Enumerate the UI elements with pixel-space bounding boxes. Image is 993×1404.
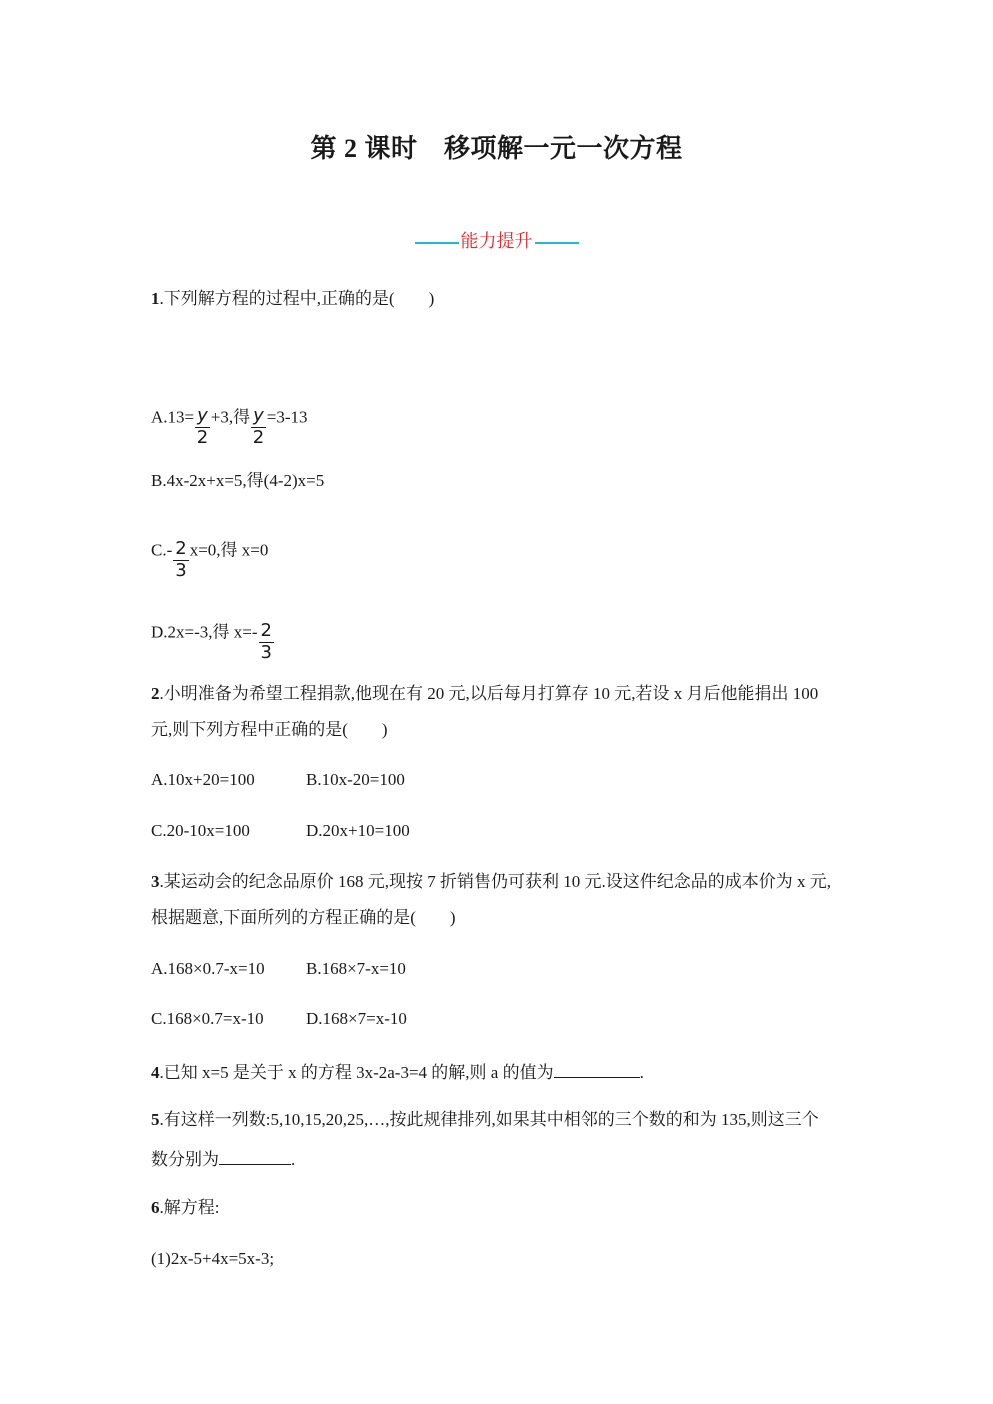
question-5 — [151, 1111, 819, 1128]
question-3 — [151, 873, 831, 890]
question-text: .有这样一列数:5,10,15,20,25,…,按此规律排列,如果其中相邻的三个数的和为 135,则这三个 — [159, 1110, 819, 1129]
option-text: =3-13 — [266, 407, 308, 427]
question-2 — [151, 685, 818, 702]
question-text: 数分别为 — [151, 1150, 219, 1169]
q3-option-c: C.168×0.7=x-10 — [151, 1009, 264, 1028]
fraction — [195, 407, 210, 448]
question-number: 6 — [151, 1198, 160, 1217]
question-6-part-1: (1)2x-5+4x=5x-3; — [151, 1249, 275, 1268]
option-text: +3,得 — [210, 407, 251, 427]
denominator: 2 — [196, 426, 209, 448]
denominator: 2 — [252, 426, 265, 448]
q2-option-d: D.20x+10=100 — [306, 821, 410, 840]
question-text: .下列解方程的过程中,正确的是( ) — [159, 289, 435, 308]
question-text: .解方程: — [159, 1198, 220, 1217]
q3-option-a: A.168×0.7-x=10 — [151, 959, 265, 978]
section-rule-left — [415, 242, 459, 244]
fraction — [173, 540, 188, 581]
page-title: 第 2 课时 移项解一元一次方程 — [310, 134, 683, 163]
numerator: 2 — [175, 538, 187, 559]
option-text: D.2x=-3,得 x=- — [151, 622, 258, 642]
q1-option-b: B.4x-2x+x=5,得(4-2)x=5 — [151, 471, 325, 490]
q1-option-a — [151, 398, 308, 448]
question-text: .某运动会的纪念品原价 168 元,现按 7 折销售仍可获利 10 元.设这件纪念品的成本价为 x 元, — [159, 872, 831, 891]
question-number: 4 — [151, 1063, 160, 1082]
question-5-line-2 — [151, 1148, 295, 1168]
question-4 — [151, 1061, 644, 1081]
question-end: . — [639, 1063, 644, 1082]
denominator: 3 — [175, 559, 187, 581]
question-2-line-2: 元,则下列方程中正确的是( ) — [151, 720, 388, 739]
q3-option-b: B.168×7-x=10 — [306, 959, 406, 978]
question-6 — [151, 1199, 219, 1216]
answer-blank[interactable] — [554, 1061, 640, 1078]
question-number: 3 — [151, 872, 160, 891]
fraction — [251, 407, 266, 448]
question-3-line-2: 根据题意,下面所列的方程正确的是( ) — [151, 908, 456, 927]
option-text: x=0,得 x=0 — [189, 540, 269, 560]
numerator: y — [197, 405, 208, 426]
section-title: 能力提升 — [460, 231, 533, 251]
question-number: 1 — [151, 289, 160, 308]
q3-option-d: D.168×7=x-10 — [306, 1009, 407, 1028]
denominator: 3 — [260, 641, 272, 663]
q2-option-a: A.10x+20=100 — [151, 770, 255, 789]
section-heading — [0, 232, 993, 250]
question-number: 5 — [151, 1110, 160, 1129]
question-end: . — [291, 1150, 296, 1169]
question-text: .已知 x=5 是关于 x 的方程 3x-2a-3=4 的解,则 a 的值为 — [159, 1063, 554, 1082]
question-number: 2 — [151, 684, 160, 703]
option-text: C.- — [151, 540, 173, 560]
question-1 — [151, 290, 434, 307]
q2-option-c: C.20-10x=100 — [151, 821, 250, 840]
section-rule-right — [535, 242, 579, 244]
q1-option-c — [151, 531, 269, 581]
answer-blank[interactable] — [219, 1148, 291, 1165]
question-text: .小明准备为希望工程捐款,他现在有 20 元,以后每月打算存 10 元,若设 x 月后他能捐出 100 — [159, 684, 819, 703]
fraction — [259, 622, 274, 663]
option-text: A.13= — [151, 407, 195, 427]
q1-option-d — [151, 613, 275, 663]
numerator: 2 — [260, 620, 272, 641]
q2-option-b: B.10x-20=100 — [306, 770, 405, 789]
numerator: y — [253, 405, 264, 426]
